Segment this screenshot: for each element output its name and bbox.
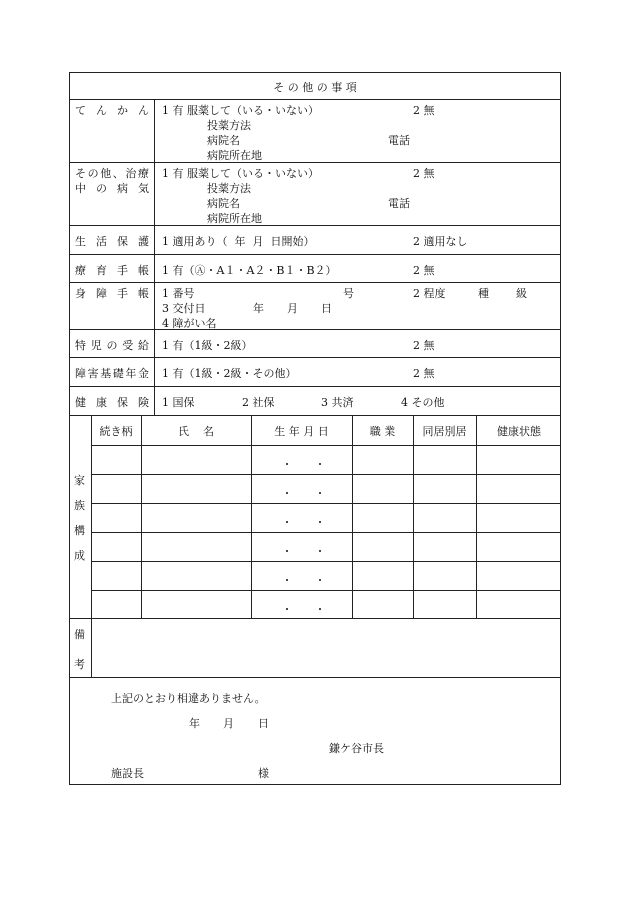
row-welfare (70, 225, 560, 254)
family-row-line-6 (91, 590, 560, 591)
label-child-allowance (70, 330, 155, 357)
family-label-char-4: 成 (74, 549, 85, 562)
child-allowance-opt2[interactable]: 2 無 (413, 339, 435, 352)
disability-kyu-label: 級 (516, 287, 527, 300)
label-welfare-text: 生 活 保 護 (75, 235, 149, 248)
epilepsy-opt2[interactable]: 2 無 (413, 104, 435, 117)
family-row-line-5 (91, 561, 560, 562)
birthdate-dot (286, 463, 288, 465)
birthdate-dot (319, 608, 321, 610)
row-insurance (70, 386, 560, 415)
birthdate-dot (319, 579, 321, 581)
label-welfare (70, 226, 155, 254)
family-row-line-2 (91, 474, 560, 475)
family-col-divider-5 (476, 416, 477, 618)
pension-opt1[interactable]: 1 有（1級・2級・その他） (162, 367, 297, 380)
label-ryoiku (70, 255, 155, 282)
disability-name-label: 4 障がい名 (162, 317, 217, 330)
family-row-line-3 (91, 503, 560, 504)
family-header-health: 健康状態 (497, 425, 541, 438)
family-header-name: 氏 名 (178, 425, 214, 438)
remarks-label-divider (91, 619, 92, 677)
footer-director: 施設長 (111, 767, 144, 780)
other-illness-phone-label: 電話 (388, 197, 410, 210)
family-label-char-1: 家 (74, 474, 85, 487)
label-pension (70, 358, 155, 386)
footer-date-day: 日 (258, 717, 269, 730)
disability-issue-year: 年 (253, 302, 264, 315)
label-ryoiku-text: 療 育 手 帳 (75, 264, 149, 277)
remarks-label-char-2: 考 (74, 658, 85, 671)
disability-number-label: 1 番号 (162, 287, 195, 300)
footer-statement: 上記のとおり相違ありません。 (111, 692, 266, 705)
family-header-occupation: 職 業 (369, 425, 396, 438)
label-insurance (70, 387, 155, 415)
family-header-birthdate: 生 年 月 日 (274, 425, 329, 438)
remarks-label-char-1: 備 (74, 628, 85, 641)
disability-number-suffix: 号 (343, 287, 354, 300)
footer-date-month: 月 (223, 717, 234, 730)
other-illness-address-label: 病院所在地 (207, 212, 262, 225)
birthdate-dot (286, 579, 288, 581)
pension-opt2[interactable]: 2 無 (413, 367, 435, 380)
family-table (70, 415, 560, 618)
footer-date-year: 年 (189, 717, 200, 730)
family-col-divider-2 (251, 416, 252, 618)
birthdate-dot (319, 463, 321, 465)
disability-degree-label: 2 程度 (413, 287, 446, 300)
label-epilepsy (70, 100, 155, 162)
footer-sama: 様 (258, 767, 269, 780)
other-illness-method-label: 投薬方法 (207, 182, 251, 195)
ryoiku-opt2[interactable]: 2 無 (413, 264, 435, 277)
other-illness-opt1[interactable]: 1 有 服薬して（いる・いない） (162, 167, 319, 180)
welfare-opt1[interactable]: 1 適用あり（ 年 月 日開始） (162, 235, 315, 248)
welfare-opt2[interactable]: 2 適用なし (413, 235, 468, 248)
child-allowance-opt1[interactable]: 1 有（1級・2級） (162, 339, 253, 352)
epilepsy-phone-label: 電話 (388, 134, 410, 147)
form-title: そ の 他 の 事 項 (273, 81, 357, 94)
other-illness-hospital-label: 病院名 (207, 197, 240, 210)
disability-issue-month: 月 (287, 302, 298, 315)
birthdate-dot (286, 550, 288, 552)
row-child-allowance (70, 329, 560, 357)
disability-issue-label: 3 交付日 (162, 302, 206, 315)
disability-grade-label: 種 (478, 287, 489, 300)
label-other-illness-line2: 中 の 病 気 (75, 182, 149, 195)
label-other-illness (70, 163, 155, 225)
label-insurance-text: 健 康 保 険 (75, 396, 149, 409)
family-label-divider (91, 416, 92, 618)
label-other-illness-line1: その他、治療 (75, 167, 149, 180)
insurance-opt1[interactable]: 1 国保 (162, 396, 195, 409)
insurance-opt3[interactable]: 3 共済 (321, 396, 354, 409)
row-epilepsy (70, 99, 560, 162)
family-col-divider-3 (352, 416, 353, 618)
row-other-illness (70, 162, 560, 225)
birthdate-dot (319, 521, 321, 523)
epilepsy-address-label: 病院所在地 (207, 149, 262, 162)
ryoiku-opt1[interactable]: 1 有（Ⓐ・A１・A２・B１・B２） (162, 264, 337, 277)
birthdate-dot (319, 550, 321, 552)
family-col-divider-4 (413, 416, 414, 618)
epilepsy-opt1[interactable]: 1 有 服薬して（いる・いない） (162, 104, 319, 117)
disability-issue-day: 日 (321, 302, 332, 315)
label-disability (70, 283, 155, 329)
family-row-line-1 (91, 445, 560, 446)
birthdate-dot (286, 492, 288, 494)
birthdate-dot (286, 608, 288, 610)
insurance-opt4[interactable]: 4 その他 (401, 396, 445, 409)
family-label-char-3: 構 (74, 524, 85, 537)
row-remarks (70, 618, 560, 677)
label-epilepsy-text: て ん か ん (75, 104, 149, 117)
row-disability (70, 282, 560, 329)
epilepsy-method-label: 投薬方法 (207, 119, 251, 132)
family-header-relation: 続き柄 (99, 425, 133, 438)
other-illness-opt2[interactable]: 2 無 (413, 167, 435, 180)
family-row-line-4 (91, 532, 560, 533)
family-col-divider-1 (141, 416, 142, 618)
birthdate-dot (286, 521, 288, 523)
epilepsy-hospital-label: 病院名 (207, 134, 240, 147)
family-header-cohabitation: 同居別居 (422, 425, 467, 438)
label-pension-text: 障害基礎年金 (75, 367, 149, 380)
label-disability-text: 身 障 手 帳 (75, 287, 149, 300)
family-label-char-2: 族 (74, 499, 85, 512)
form (69, 72, 561, 785)
birthdate-dot (319, 492, 321, 494)
row-ryoiku (70, 254, 560, 282)
insurance-opt2[interactable]: 2 社保 (242, 396, 275, 409)
label-child-allowance-text: 特 児 の 受 給 (75, 339, 149, 352)
footer-section (70, 677, 560, 786)
row-pension (70, 357, 560, 386)
footer-mayor: 鎌ケ谷市長 (329, 742, 384, 755)
